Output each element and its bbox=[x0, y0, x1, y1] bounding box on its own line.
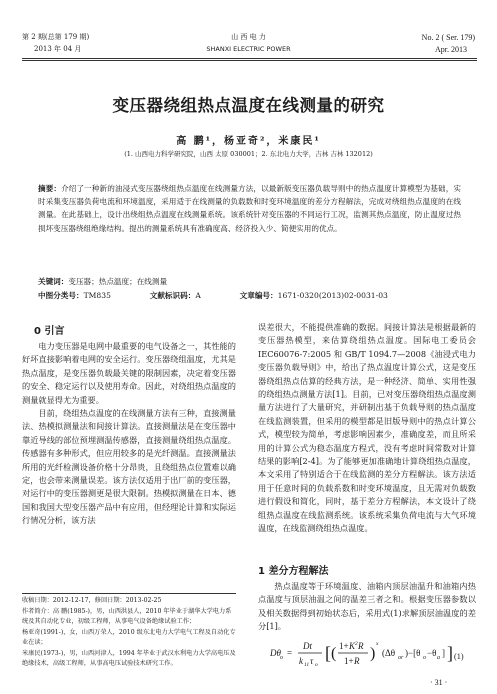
issue-date-cn: 2013 年 04 月 bbox=[34, 45, 82, 53]
abstract-label: 摘要： bbox=[38, 184, 62, 193]
svg-text:(Δθ: (Δθ bbox=[382, 648, 396, 658]
svg-text:x: x bbox=[376, 641, 379, 647]
issue-number-en: No. 2 ( Ser. 179) bbox=[421, 33, 475, 42]
keywords bbox=[38, 276, 461, 288]
doc-code-value: A bbox=[195, 291, 201, 300]
section-1-title: 1 差分方程解法 bbox=[258, 566, 329, 577]
svg-text:a: a bbox=[437, 655, 440, 661]
right-column-body-2 bbox=[258, 580, 476, 634]
author-bio-3: 米康民(1973-)，男，山西河津人，1994 年毕业于武汉水利电力大学高电压及绝缘技术，高级工程师，从事高电压试验技术研究工作。 bbox=[22, 649, 236, 667]
svg-text:o: o bbox=[423, 655, 426, 661]
svg-text:o: o bbox=[280, 655, 283, 661]
left-column-body bbox=[22, 340, 236, 528]
svg-text:τ: τ bbox=[310, 656, 314, 666]
issue-number-cn: 第 2 期(总第 179 期) bbox=[22, 33, 90, 41]
svg-text:R: R bbox=[358, 641, 364, 651]
page-number: · 31 · bbox=[430, 678, 448, 687]
right-paragraph-2: 热点温度等于环境温度、油箱内顶层油温升和油箱内热点温度与顶层油温之间的温差三者之和。根据变压器参数以及相关数据得到初始状态后，采用式(1)求解顶层油温度的差分[1]。 bbox=[258, 581, 476, 632]
svg-text:1+: 1+ bbox=[344, 656, 354, 666]
svg-text:)−[θ: )−[θ bbox=[405, 648, 421, 658]
header-rule bbox=[22, 58, 477, 59]
clc-label: 中图分类号： bbox=[38, 291, 84, 300]
footnote bbox=[22, 596, 236, 670]
svg-text:]: ] bbox=[442, 648, 445, 658]
article-number-label: 文章编号： bbox=[239, 291, 278, 300]
svg-text:=: = bbox=[287, 648, 293, 658]
svg-text:R: R bbox=[354, 656, 360, 666]
svg-text:2: 2 bbox=[355, 641, 358, 647]
header-rule-thin bbox=[22, 60, 477, 61]
svg-text:Dt: Dt bbox=[303, 641, 312, 651]
equation-1 bbox=[270, 636, 480, 670]
svg-text:or: or bbox=[398, 655, 404, 661]
article-number-value: 1671-0320(2013)02-0031-03 bbox=[277, 291, 388, 300]
svg-text:(: ( bbox=[331, 645, 337, 662]
svg-text:Dθ: Dθ bbox=[270, 648, 281, 658]
keywords-label: 关键词： bbox=[38, 277, 69, 286]
section-0-title: 0 引言 bbox=[34, 326, 65, 337]
svg-text:11: 11 bbox=[304, 662, 310, 668]
svg-text:K: K bbox=[349, 641, 356, 651]
intro-paragraph-1: 电力变压器是电网中最重要的电气设备之一，其性能的好坏直接影响着电网的安全运行。变压器绕组温度，尤其是热点温度，是变压器负载最关键的限制因素，决定着变压器的安全、稳定运行以及使用寿命。因此，对绕组热点温度的测量就显得尤为重要。 bbox=[22, 341, 236, 405]
affiliation: (1. 山西电力科学研究院，山西 太原 030001；2. 东北电力大学，吉林 吉林 132012) bbox=[124, 150, 373, 158]
author-list: 高 鹏¹，杨亚奇²，米康民¹ bbox=[176, 136, 321, 147]
svg-text:[: [ bbox=[325, 643, 331, 663]
svg-text:1+: 1+ bbox=[339, 641, 349, 651]
received-date: 收稿日期：2012-12-17，修回日期：2013-02-25 bbox=[22, 597, 162, 604]
paper-title: 变压器绕组热点温度在线测量的研究 bbox=[112, 96, 385, 115]
svg-text:−θ: −θ bbox=[427, 648, 437, 658]
right-paragraph-1: 误差很大，不能提供准确的数据。间接计算法是根据最新的变压器热模型，来估算绕组热点温度。国际电工委员会IEC60076-7:2005 和 GB/T 1094.7—2008《油浸式电力变压器负载导则》中，给出了热点温度计算公式，这是变压器绕组热点估算的经典方法，是一种经济、简单、实用性强的绕组热点测量方法[1]。目前，已对变压器绕组热点温度测量方法进行了大量研究，并研制出基于负载导则的热点温度在线监测装置，但采用的模型都是旧版导则中的热点计算公式，模型较为简单，考虑影响因素少，准确度差，而且所采用的计算公式为稳态温度方程式，没有考虑时间常数对计算结果的影响[2-4]。为了能够更加准确地计算绕组热点温度，本文采用了特别适合于在线监测的差分方程解法。该方法适用于任意时间的负载系数和时变环境温度，且无需对负载数进行假设和简化，同时，基于差分方程解法，本文设计了绕组热点温度在线监测系统。该系统采集负荷电流与大气环境温度，在线监测绕组热点温度。 bbox=[258, 322, 476, 534]
clc-value: TM835 bbox=[83, 291, 111, 300]
author-bio-2: 杨亚奇(1991-)，女，山西万荣人，2010 级东北电力大学电气工程及自动化专业在读； bbox=[22, 628, 236, 646]
abstract-text: 介绍了一种新的油浸式变压器绕组热点温度在线测量方法，以最新版变压器负载导则中的热点温度计算模型为基础，实时采集变压器负荷电流和环境温度，采用适于在线测量的负载数和时变环境温度的差分方程解法，完成对绕组热点温度的在线测量。在此基础上，设计出绕组热点温度在线测量系统。该系统针对变压器的不同运行工况，监测其热点温度，防止温度过热损坏变压器绕组绝缘结构。提出的测量系统具有准确度高、经济投入少、简便实用的优点。 bbox=[38, 184, 461, 233]
keywords-text: 变压器；热点温度；在线测量 bbox=[68, 277, 168, 286]
abstract bbox=[38, 182, 461, 235]
equation-number: (1) bbox=[454, 652, 464, 661]
svg-text:k: k bbox=[299, 656, 303, 666]
journal-name-cn: 山 西 电 力 bbox=[231, 33, 266, 41]
author-bio-1: 作者简介：高 鹏(1985-)，男，山西洪县人，2010 年毕业于湖华大学电力系统及其自动化专业，初级工程师，从事电气设备绝缘试验工作； bbox=[22, 607, 232, 625]
svg-text:]: ] bbox=[447, 643, 453, 663]
journal-name-en: SHANXI ELECTRIC POWER bbox=[206, 45, 291, 53]
issue-date-en: Apr. 2013 bbox=[435, 45, 467, 54]
doc-code-label: 文献标识码： bbox=[149, 291, 196, 300]
right-column-body bbox=[258, 321, 476, 536]
svg-text:o: o bbox=[315, 662, 318, 668]
intro-paragraph-2: 目前，绕组热点温度的在线测量方法有三种，直接测量法、热模拟测量法和间接计算法。直接测量法是在变压器中靠近导线的部位预埋测温传感器，直接测量绕组热点温度。传感器有多种形式，但应用较多的是光纤测温。直接测量法所用的光纤检测设备价格十分昂贵，且绕组热点位置难以确定，也会带来测量误差。该方法仅适用于出厂前的变压器，对运行中的变压器测更是很大限制。热模拟测量在日本、德国和我国大型变压器产品中有应用，但经理论计算和实际运行情况分析，该方法 bbox=[22, 408, 236, 526]
svg-text:): ) bbox=[370, 645, 376, 662]
classification-line bbox=[38, 290, 461, 302]
footnote-rule bbox=[22, 593, 236, 594]
